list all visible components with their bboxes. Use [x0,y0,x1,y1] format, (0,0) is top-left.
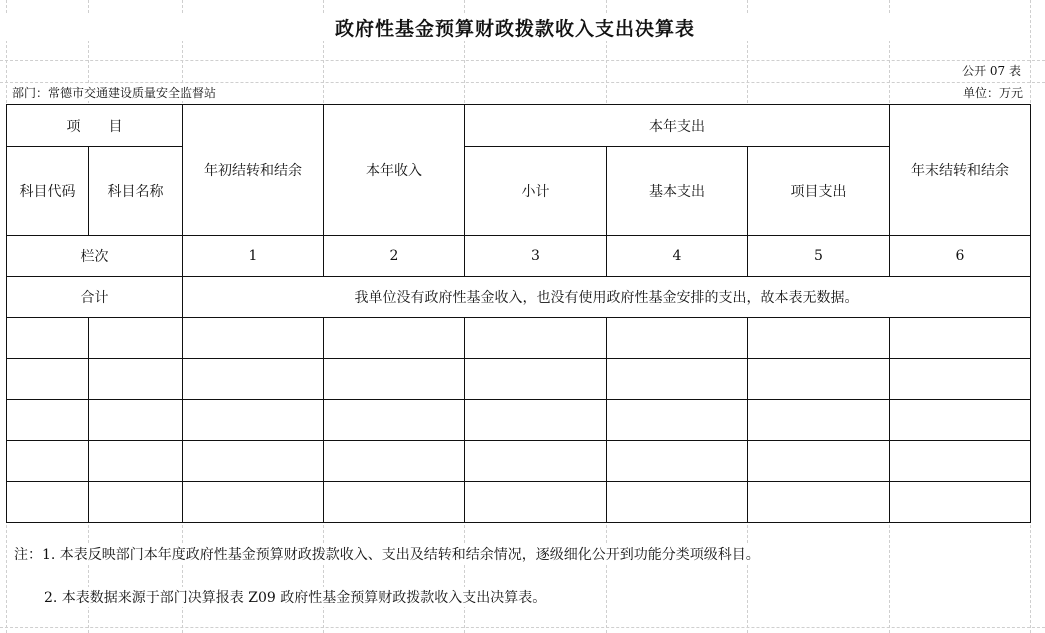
empty-cell [607,441,748,482]
empty-cell [183,441,324,482]
empty-cell [465,400,607,441]
empty-cell [748,400,890,441]
empty-cell [183,400,324,441]
table-row [7,482,1031,523]
empty-cell [7,482,89,523]
empty-cell [748,482,890,523]
empty-cell [607,359,748,400]
header-project-expenditure: 项目支出 [748,147,890,236]
empty-cell [7,400,89,441]
header-expenditure: 本年支出 [465,105,890,147]
empty-cell [465,318,607,359]
table-row [7,400,1031,441]
empty-cell [465,359,607,400]
sequence-cell: 2 [324,236,465,277]
header-subject-name: 科目名称 [89,147,183,236]
empty-cell [890,482,1031,523]
empty-cell [748,441,890,482]
empty-cell [890,318,1031,359]
table-row [7,441,1031,482]
sequence-cell: 4 [607,236,748,277]
budget-table [6,104,1031,523]
empty-cell [748,318,890,359]
empty-cell [7,318,89,359]
empty-cell [183,318,324,359]
empty-cell [324,441,465,482]
empty-cell [89,359,183,400]
header-subtotal: 小计 [465,147,607,236]
empty-cell [607,400,748,441]
empty-cell [465,441,607,482]
sequence-row [7,236,1031,277]
empty-cell [89,441,183,482]
empty-cell [607,318,748,359]
total-label: 合计 [7,277,183,318]
empty-cell [183,359,324,400]
empty-cell [7,441,89,482]
sequence-label: 栏次 [7,236,183,277]
sequence-cell: 6 [890,236,1031,277]
header-income: 本年收入 [324,105,465,236]
empty-cell [890,441,1031,482]
footnote-1: 注：1. 本表反映部门本年度政府性基金预算财政拨款收入、支出及结转和结余情况，逐级细化公开到功能分类项级科目。 [14,544,764,564]
empty-cell [607,482,748,523]
total-row [7,277,1031,318]
header-basic-expenditure: 基本支出 [607,147,748,236]
footnote-2: 2. 本表数据来源于部门决算报表 Z09 政府性基金预算财政拨款收入支出决算表。 [44,587,550,607]
sequence-cell: 1 [183,236,324,277]
empty-cell [890,400,1031,441]
department-label: 部门：常德市交通建设质量安全监督站 [12,86,217,100]
form-number: 公开 07 表 [962,64,1021,78]
empty-cell [890,359,1031,400]
total-note: 我单位没有政府性基金收入，也没有使用政府性基金安排的支出，故本表无数据。 [183,277,1031,318]
empty-cell [7,359,89,400]
empty-cell [748,359,890,400]
unit-label: 单位：万元 [962,86,1023,100]
empty-cell [465,482,607,523]
header-begin-balance: 年初结转和结余 [183,105,324,236]
empty-cell [324,318,465,359]
empty-cell [324,482,465,523]
empty-cell [324,359,465,400]
header-item: 项 目 [7,105,183,147]
empty-cell [183,482,324,523]
header-subject-code: 科目代码 [7,147,89,236]
sequence-cell: 5 [748,236,890,277]
header-end-balance: 年末结转和结余 [890,105,1031,236]
empty-cell [89,318,183,359]
sequence-cell: 3 [465,236,607,277]
table-row [7,318,1031,359]
table-row [7,359,1031,400]
report-title: 政府性基金预算财政拨款收入支出决算表 [0,14,1030,41]
empty-cell [324,400,465,441]
empty-cell [89,482,183,523]
empty-cell [89,400,183,441]
